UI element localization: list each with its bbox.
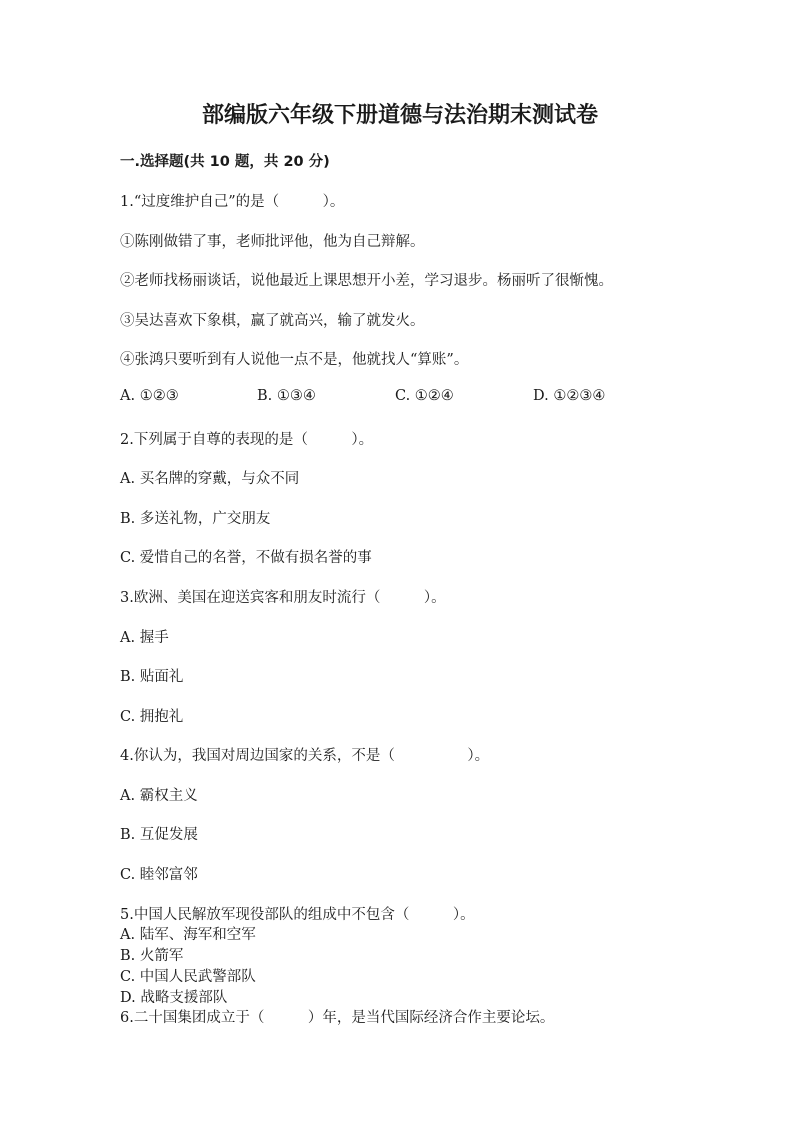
question-5-option-b: B. 火箭军 [120,948,184,964]
question-5-option-a: A. 陆军、海军和空军 [120,927,256,943]
question-3-option-b: B. 贴面礼 [120,669,184,685]
question-2-option-b: B. 多送礼物，广交朋友 [120,511,271,527]
question-3-option-a: A. 握手 [120,630,169,646]
section-heading: 一.选择题(共 10 题，共 20 分) [120,154,330,170]
question-3-stem: 3.欧洲、美国在迎送宾客和朋友时流行（ ）。 [120,590,446,606]
question-4-option-a: A. 霸权主义 [120,788,198,804]
question-1-item-2: ②老师找杨丽谈话，说他最近上课思想开小差，学习退步。杨丽听了很惭愧。 [120,273,613,289]
question-1-option-a: A. ①②③ [120,388,179,404]
page-title: 部编版六年级下册道德与法治期末测试卷 [201,103,598,128]
question-3-option-c: C. 拥抱礼 [120,709,184,725]
question-1-item-1: ①陈刚做错了事，老师批评他，他为自己辩解。 [120,234,425,250]
question-5-stem: 5.中国人民解放军现役部队的组成中不包含（ ）。 [120,907,475,923]
question-4-stem: 4.你认为，我国对周边国家的关系，不是（ ）。 [120,748,490,764]
question-1-option-b: B. ①③④ [257,388,316,404]
question-2-option-c: C. 爱惜自己的名誉，不做有损名誉的事 [120,550,372,566]
question-1-item-3: ③吴达喜欢下象棋，赢了就高兴，输了就发火。 [120,313,425,329]
question-1-item-4: ④张鸿只要听到有人说他一点不是，他就找人“算账”。 [120,352,469,368]
question-2-stem: 2.下列属于自尊的表现的是（ ）。 [120,432,374,448]
question-4-option-c: C. 睦邻富邻 [120,867,198,883]
question-2-option-a: A. 买名牌的穿戴，与众不同 [120,471,300,487]
question-5-option-d: D. 战略支援部队 [120,990,228,1006]
question-1-stem: 1.“过度维护自己”的是（ ）。 [120,194,345,210]
question-4-option-b: B. 互促发展 [120,827,198,843]
question-1-option-c: C. ①②④ [395,388,454,404]
question-1-option-d: D. ①②③④ [533,388,606,404]
question-5-option-c: C. 中国人民武警部队 [120,969,256,985]
question-6-stem: 6.二十国集团成立于（ ）年，是当代国际经济合作主要论坛。 [120,1010,555,1026]
